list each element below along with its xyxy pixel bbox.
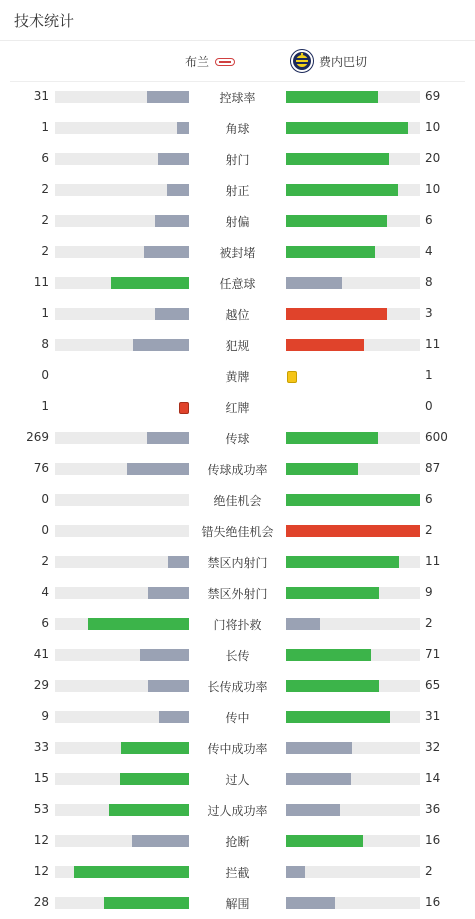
stat-label: 传中 (225, 711, 250, 725)
home-bar-track (55, 680, 189, 692)
stat-row (0, 422, 475, 453)
away-bar-fill (286, 91, 378, 103)
stat-row (0, 205, 475, 236)
stat-label: 传球 (225, 432, 250, 446)
home-value: 76 (33, 461, 49, 475)
away-bar-fill (286, 649, 371, 661)
away-value: 10 (425, 182, 441, 196)
away-value: 16 (425, 895, 441, 909)
away-bar-track (286, 184, 420, 196)
away-bar-track (286, 897, 420, 909)
stat-label: 过人 (225, 773, 250, 787)
stat-label: 过人成功率 (207, 804, 268, 818)
away-bar-track (286, 91, 420, 103)
away-value: 16 (425, 833, 441, 847)
home-bar-track (55, 711, 189, 723)
stat-label: 传中成功率 (207, 742, 268, 756)
away-bar-fill (286, 277, 342, 289)
teams-header (10, 41, 465, 82)
stat-label: 长传成功率 (207, 680, 268, 694)
away-bar-track (286, 587, 420, 599)
home-bar-fill (148, 680, 189, 692)
stat-row (0, 81, 475, 112)
away-bar-fill (286, 494, 420, 506)
stat-row (0, 794, 475, 825)
stat-row (0, 329, 475, 360)
away-bar-track (286, 494, 420, 506)
home-value: 1 (41, 399, 49, 413)
stat-label: 越位 (225, 308, 250, 322)
stat-label: 错失绝佳机会 (201, 525, 274, 539)
stat-label: 射正 (225, 184, 250, 198)
home-bar-track (55, 432, 189, 444)
home-bar-track (55, 153, 189, 165)
stat-row (0, 732, 475, 763)
away-bar-track (286, 866, 420, 878)
home-bar-fill (88, 618, 189, 630)
stat-label: 犯规 (225, 339, 250, 353)
home-bar-track (55, 246, 189, 258)
stat-row (0, 112, 475, 143)
away-bar-fill (286, 153, 389, 165)
away-value: 11 (425, 337, 441, 351)
away-value: 11 (425, 554, 441, 568)
home-bar-track (55, 897, 189, 909)
away-bar-fill (286, 463, 358, 475)
home-bar-track (55, 587, 189, 599)
home-value: 8 (41, 337, 49, 351)
home-bar-fill (104, 897, 189, 909)
home-bar-track (55, 525, 189, 537)
stat-label: 绝佳机会 (213, 494, 262, 508)
away-bar-fill (286, 246, 375, 258)
stat-label: 控球率 (219, 91, 256, 105)
stat-label: 任意球 (219, 277, 256, 291)
home-bar-fill (74, 866, 189, 878)
stat-row (0, 639, 475, 670)
away-bar-track (286, 649, 420, 661)
away-bar-track (286, 804, 420, 816)
home-bar-fill (144, 246, 189, 258)
away-value: 69 (425, 89, 441, 103)
away-bar-fill (286, 215, 387, 227)
away-bar-fill (286, 122, 408, 134)
home-bar-fill (159, 711, 189, 723)
away-bar-track (286, 680, 420, 692)
away-bar-fill (286, 711, 390, 723)
home-bar-track (55, 215, 189, 227)
away-value: 6 (425, 213, 433, 227)
away-bar-track (286, 432, 420, 444)
home-value: 1 (41, 120, 49, 134)
stat-row (0, 887, 475, 918)
stat-label: 红牌 (225, 401, 250, 415)
away-bar-track (286, 339, 420, 351)
home-value: 6 (41, 151, 49, 165)
away-bar-fill (286, 339, 364, 351)
home-bar-track (55, 277, 189, 289)
away-bar-fill (286, 742, 352, 754)
home-bar-track (55, 122, 189, 134)
stat-row (0, 453, 475, 484)
home-bar-track (55, 773, 189, 785)
away-value: 65 (425, 678, 441, 692)
away-value: 600 (425, 430, 448, 444)
home-bar-fill (132, 835, 189, 847)
stat-row (0, 670, 475, 701)
away-bar-fill (286, 184, 398, 196)
away-bar-track (286, 835, 420, 847)
away-value: 4 (425, 244, 433, 258)
away-bar-fill (286, 618, 320, 630)
stat-row (0, 577, 475, 608)
stat-label: 拦截 (225, 866, 250, 880)
away-bar-fill (286, 432, 378, 444)
stat-label: 黄牌 (225, 370, 250, 384)
away-bar-fill (286, 680, 379, 692)
away-value: 9 (425, 585, 433, 599)
home-value: 6 (41, 616, 49, 630)
away-value: 71 (425, 647, 441, 661)
home-value: 31 (33, 89, 49, 103)
home-value: 2 (41, 554, 49, 568)
home-bar-track (55, 91, 189, 103)
home-value: 4 (41, 585, 49, 599)
home-team-name: 布兰 (184, 55, 209, 69)
home-value: 29 (33, 678, 49, 692)
home-bar-fill (140, 649, 189, 661)
home-bar-fill (109, 804, 189, 816)
away-value: 36 (425, 802, 441, 816)
home-value: 0 (41, 523, 49, 537)
home-bar-fill (111, 277, 189, 289)
away-bar-track (286, 525, 420, 537)
stat-label: 长传 (225, 649, 250, 663)
away-bar-track (286, 618, 420, 630)
stat-label: 被封堵 (219, 246, 256, 260)
home-value: 12 (33, 864, 49, 878)
stat-row (0, 298, 475, 329)
stat-label: 解围 (225, 897, 250, 911)
stat-row (0, 546, 475, 577)
stat-row (0, 360, 475, 391)
stat-label: 射门 (225, 153, 250, 167)
stat-row (0, 174, 475, 205)
stat-label: 传球成功率 (207, 463, 268, 477)
stat-label: 禁区外射门 (207, 587, 268, 601)
away-value: 2 (425, 864, 433, 878)
away-bar-fill (286, 804, 340, 816)
away-value: 2 (425, 523, 433, 537)
home-bar-fill (120, 773, 189, 785)
away-value: 14 (425, 771, 441, 785)
stat-row (0, 484, 475, 515)
stat-label: 抢断 (225, 835, 250, 849)
home-value: 269 (26, 430, 49, 444)
away-bar-track (286, 773, 420, 785)
away-value: 8 (425, 275, 433, 289)
away-value: 10 (425, 120, 441, 134)
away-value: 2 (425, 616, 433, 630)
stat-row (0, 763, 475, 794)
home-bar-track (55, 618, 189, 630)
away-bar-fill (286, 835, 363, 847)
away-bar-fill (286, 897, 335, 909)
stat-row (0, 825, 475, 856)
away-value: 31 (425, 709, 441, 723)
home-bar-fill (155, 308, 189, 320)
home-bar-track (55, 184, 189, 196)
away-bar-track (286, 308, 420, 320)
page-title: 技术统计 (14, 12, 75, 30)
home-value: 2 (41, 213, 49, 227)
stat-label: 角球 (225, 122, 250, 136)
home-value: 11 (33, 275, 49, 289)
home-value: 53 (33, 802, 49, 816)
stat-label: 射偏 (225, 215, 250, 229)
away-bar-track (286, 246, 420, 258)
home-value: 2 (41, 182, 49, 196)
stat-row (0, 856, 475, 887)
home-value: 28 (33, 895, 49, 909)
stat-row (0, 608, 475, 639)
away-bar-fill (286, 556, 399, 568)
home-value: 0 (41, 492, 49, 506)
home-bar-track (55, 494, 189, 506)
home-bar-fill (127, 463, 189, 475)
stat-row (0, 391, 475, 422)
home-bar-track (55, 649, 189, 661)
away-team-name: 费内巴切 (319, 54, 368, 69)
stat-row (0, 143, 475, 174)
home-bar-fill (155, 215, 189, 227)
away-bar-track (286, 742, 420, 754)
home-bar-fill (147, 91, 189, 103)
away-team-logo-icon (290, 49, 314, 73)
away-bar-track (286, 153, 420, 165)
home-bar-fill (133, 339, 189, 351)
home-value: 41 (33, 647, 49, 661)
away-bar-fill (286, 587, 379, 599)
away-value: 3 (425, 306, 433, 320)
stat-row (0, 267, 475, 298)
stat-row (0, 701, 475, 732)
home-bar-track (55, 308, 189, 320)
home-bar-fill (158, 153, 189, 165)
home-bar-track (55, 742, 189, 754)
home-value: 9 (41, 709, 49, 723)
away-bar-fill (286, 866, 305, 878)
home-bar-fill (167, 184, 189, 196)
away-value: 6 (425, 492, 433, 506)
stat-label: 禁区内射门 (207, 556, 268, 570)
home-bar-fill (168, 556, 189, 568)
yellow-card-icon (287, 371, 297, 383)
away-team[interactable] (290, 49, 367, 73)
away-bar-track (286, 277, 420, 289)
away-bar-track (286, 122, 420, 134)
home-bar-fill (147, 432, 189, 444)
away-bar-fill (286, 525, 420, 537)
home-bar-track (55, 804, 189, 816)
away-bar-fill (286, 773, 351, 785)
stat-row (0, 515, 475, 546)
away-value: 32 (425, 740, 441, 754)
home-value: 15 (33, 771, 49, 785)
home-value: 12 (33, 833, 49, 847)
home-bar-fill (148, 587, 189, 599)
stat-row (0, 236, 475, 267)
away-bar-track (286, 463, 420, 475)
red-card-icon (179, 402, 189, 414)
away-bar-fill (286, 308, 387, 320)
away-bar-track (286, 711, 420, 723)
home-team-logo-icon (215, 58, 235, 66)
home-bar-fill (121, 742, 189, 754)
away-value: 20 (425, 151, 441, 165)
away-bar-track (286, 215, 420, 227)
home-bar-track (55, 866, 189, 878)
home-team[interactable] (185, 53, 235, 70)
stat-label: 门将扑救 (213, 618, 262, 632)
home-bar-track (55, 339, 189, 351)
home-bar-track (55, 463, 189, 475)
home-value: 1 (41, 306, 49, 320)
home-bar-track (55, 835, 189, 847)
home-bar-fill (177, 122, 189, 134)
home-value: 2 (41, 244, 49, 258)
home-value: 33 (33, 740, 49, 754)
home-bar-track (55, 556, 189, 568)
away-value: 87 (425, 461, 441, 475)
home-value: 0 (41, 368, 49, 382)
away-value: 0 (425, 399, 433, 413)
away-bar-track (286, 556, 420, 568)
away-value: 1 (425, 368, 433, 382)
title-bar (0, 0, 475, 41)
